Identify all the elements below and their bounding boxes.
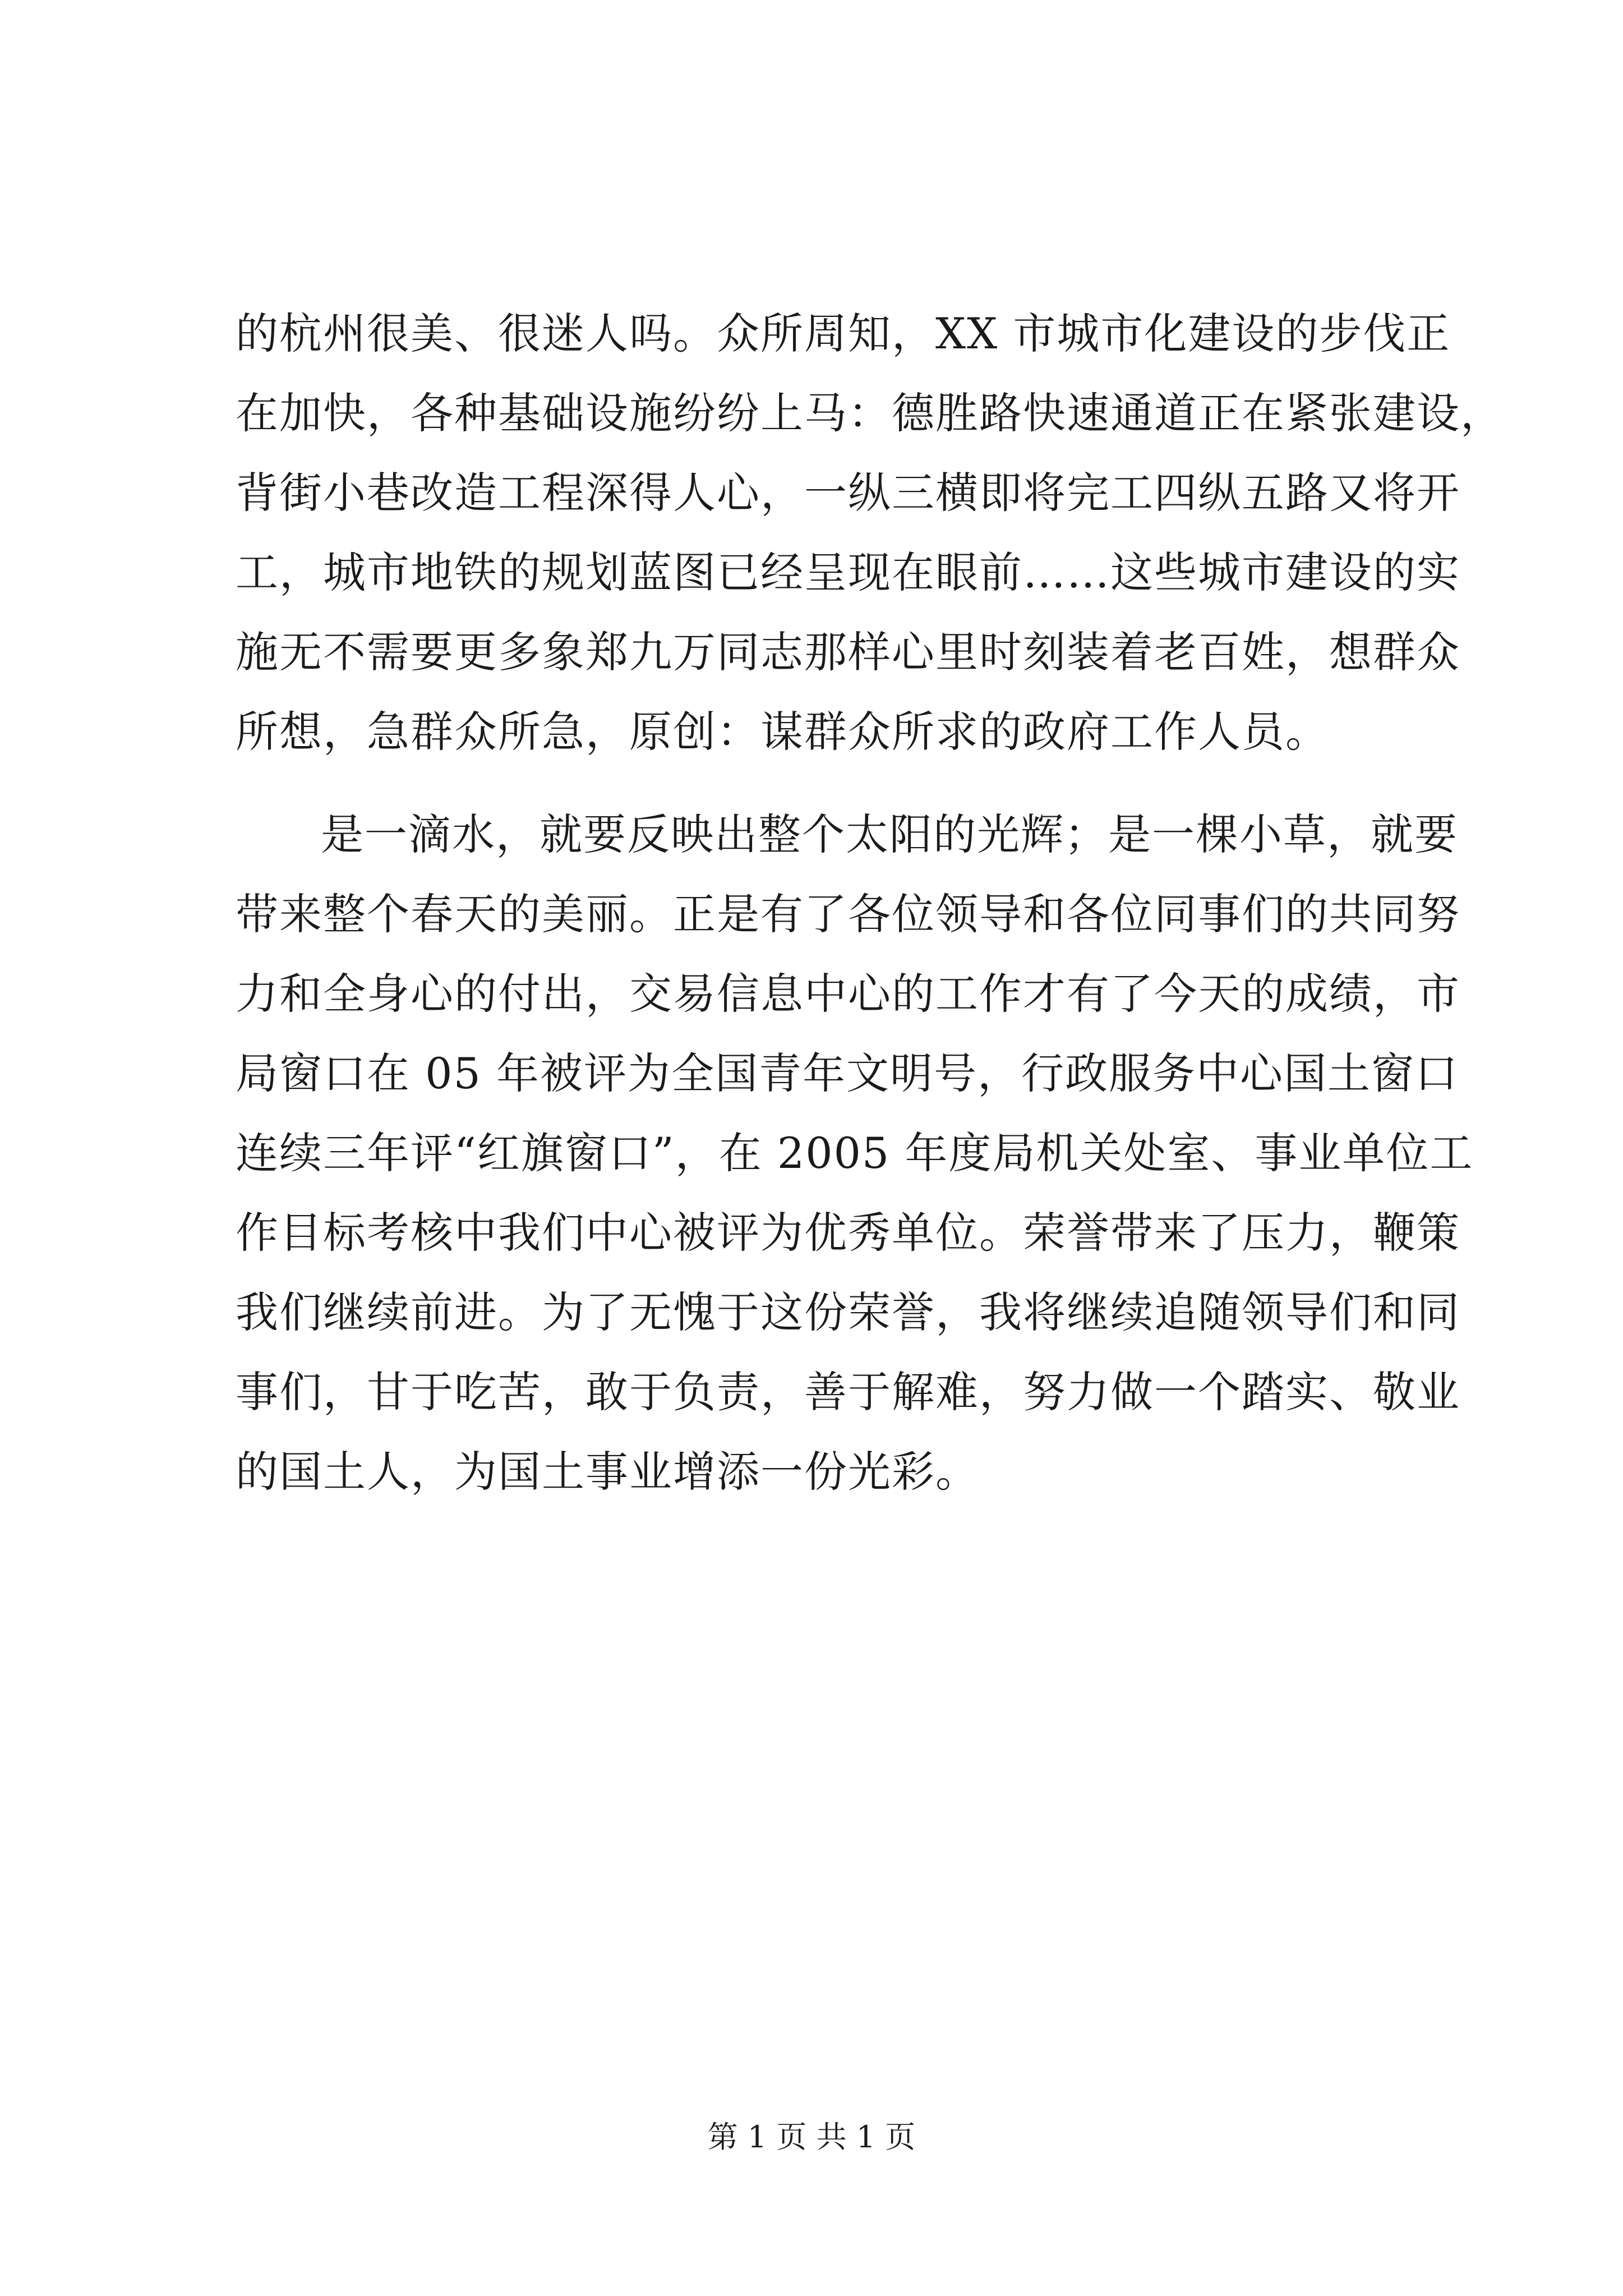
paragraph-line: 的国土人，为国土事业增添一份光彩。	[236, 1447, 979, 1497]
paragraph-line: 所想，急群众所急，原创：谋群众所求的政府工作人员。	[236, 707, 1329, 757]
paragraph-line: 局窗口在 05 年被评为全国青年文明号，行政服务中心国土窗口	[236, 1048, 1459, 1098]
paragraph-line: 在加快，各种基础设施纷纷上马：德胜路快速通道正在紧张建设，	[236, 388, 1504, 438]
paragraph-line: 我们继续前进。为了无愧于这份荣誉，我将继续追随领导们和同	[236, 1287, 1460, 1337]
paragraph-line: 背街小巷改造工程深得人心，一纵三横即将完工四纵五路又将开	[236, 468, 1460, 518]
page-footer: 第 1 页 共 1 页	[707, 2119, 916, 2155]
paragraph-line: 带来整个春天的美丽。正是有了各位领导和各位同事们的共同努	[236, 889, 1460, 939]
paragraph-line: 的杭州很美、很迷人吗。众所周知，XX 市城市化建设的步伐正	[236, 309, 1451, 358]
paragraph-line: 工，城市地铁的规划蓝图已经呈现在眼前……这些城市建设的实	[236, 547, 1460, 597]
paragraph-line: 是一滴水，就要反映出整个太阳的光辉；是一棵小草，就要	[321, 809, 1458, 859]
paragraph-line: 施无不需要更多象郑九万同志那样心里时刻装着老百姓，想群众	[236, 627, 1460, 677]
paragraph-line: 作目标考核中我们中心被评为优秀单位。荣誉带来了压力，鞭策	[236, 1208, 1460, 1258]
paragraph-line: 力和全身心的付出，交易信息中心的工作才有了今天的成绩，市	[236, 969, 1460, 1019]
paragraph-line: 连续三年评“红旗窗口”，在 2005 年度局机关处室、事业单位工	[236, 1128, 1474, 1178]
paragraph-line: 事们，甘于吃苦，敢于负责，善于解难，努力做一个踏实、敬业	[236, 1367, 1460, 1417]
